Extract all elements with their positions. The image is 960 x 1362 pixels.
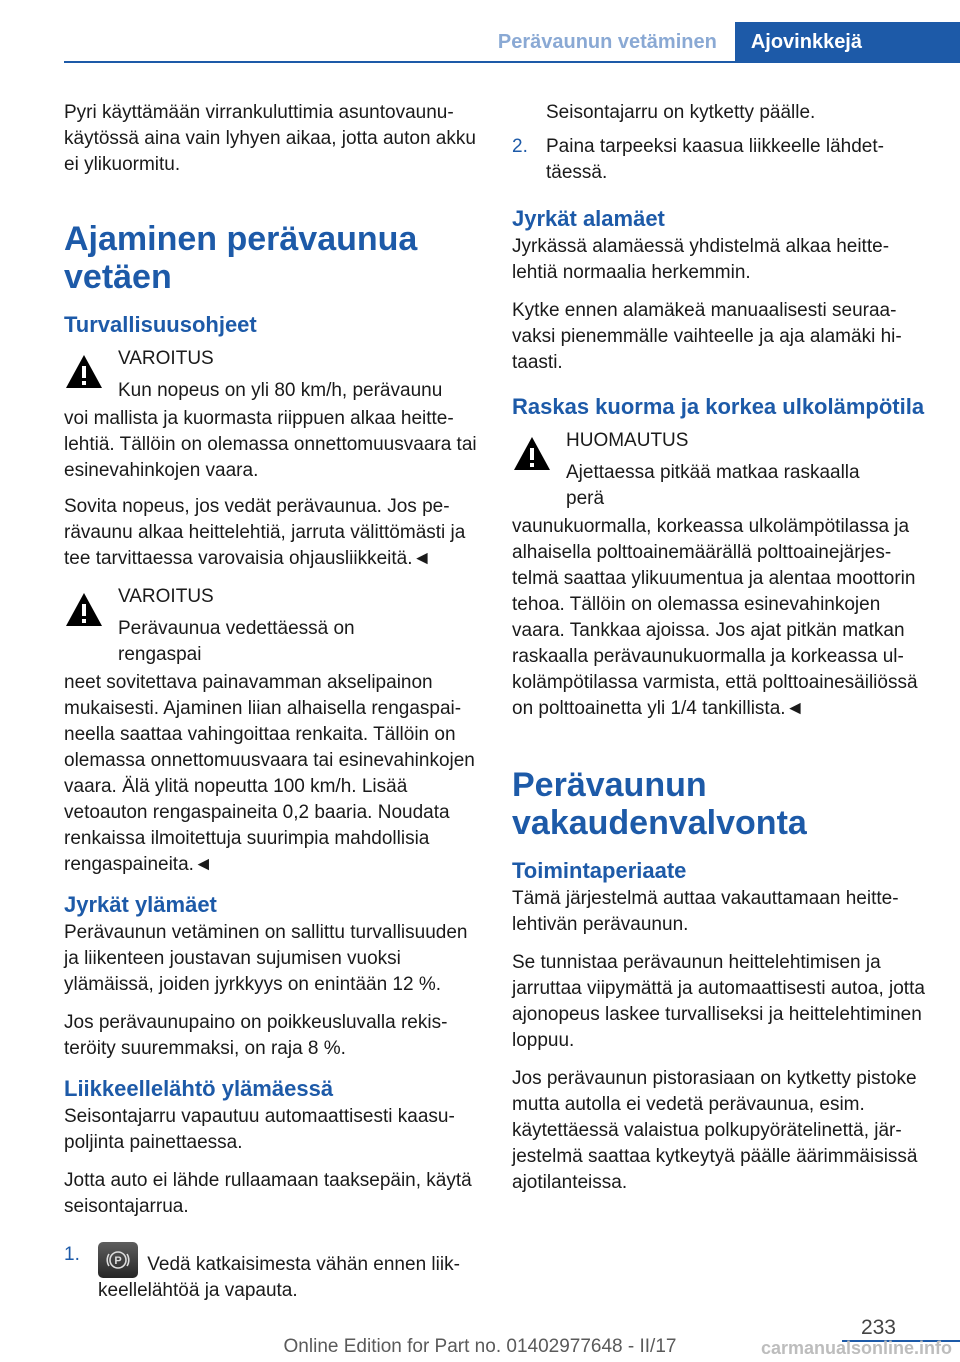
step-text: Seisontajarru on kytketty päälle. — [546, 102, 816, 123]
site-watermark: carmanualsonline.info — [760, 1338, 952, 1358]
right-column — [512, 100, 928, 1208]
downhill-paragraph-2: Kytke ennen alamäkeä manuaalisesti seuraavaksi pienemmälle vaihteelle ja aja alamäki hitaasti. — [512, 300, 902, 373]
uphill-paragraph-1: Perävaunun vetäminen on sallittu turvallisuuden ja liikenteen joustavan sujumisen vuoksi ylämäissä, joiden jyrkkyys on enintään 12 %. — [64, 922, 468, 995]
subheading-downhill: Jyrkät alamäet — [512, 206, 665, 231]
subheading-hill-start: Liikkeellelähtö ylämäessä — [64, 1076, 334, 1101]
hill-start-steps-continued — [512, 100, 928, 186]
warning-body: neet sovitettava painavamman akselipainon mukaisesti. Ajaminen liian alhaisella rengaspaineella saattaa vahingoittaa renkaita. Tällöin on olemassa onnettomuusvaara tai esinevahinkojen vaara. Älä ylitä nopeutta 100 km/h. Lisää vetoauton rengaspaineita 0,2 baaria. Noudata renkaissa ilmoitettuja suurimpia mahdollisia rengaspaineita.◄ — [64, 672, 475, 875]
warning-triangle-icon — [512, 434, 552, 474]
uphill-paragraph-2: Jos perävaunupaino on poikkeusluvalla rekisteröity suuremmaksi, on raja 8 %. — [64, 1012, 448, 1059]
downhill-paragraph-1: Jyrkässä alamäessä yhdistelmä alkaa heittelehtiä normaalia herkemmin. — [512, 236, 890, 283]
subheading-principle: Toimintaperiaate — [512, 858, 687, 883]
list-item — [64, 1242, 478, 1304]
section-heading-stability: Perävaunun vakaudenvalvonta — [512, 766, 807, 842]
hill-start-paragraph-1: Seisontajarru vapautuu automaattisesti kaasupoljinta painettaessa. — [64, 1106, 455, 1153]
notice-block-heavy-load — [512, 428, 928, 722]
notice-title: HUOMAUTUS — [566, 430, 689, 451]
svg-text:P: P — [114, 1255, 122, 1267]
subheading-heavy-load: Raskas kuorma ja korkea ulkolämpötila — [512, 394, 925, 419]
step-text: Paina tarpeeksi kaasua liikkeelle lähdettäessä. — [546, 136, 884, 183]
hill-start-steps — [64, 1242, 478, 1304]
principle-paragraph-1: Tämä järjestelmä auttaa vakauttamaan heittelehtivän perävaunun. — [512, 888, 899, 935]
edition-footer: Online Edition for Part no. 01402977648 - II/17 — [283, 1336, 677, 1357]
step-number: 2. — [512, 136, 528, 157]
list-item — [512, 100, 928, 126]
step-number: 1. — [64, 1244, 80, 1265]
warning-body-2: Sovita nopeus, jos vedät perävaunua. Jos perävaunu alkaa heittelehtiä, jarruta välittömästi ja tee tarvittaessa varovaisia ohjausliikkeitä.◄ — [64, 496, 466, 569]
warning-triangle-icon — [64, 590, 104, 630]
warning-triangle-icon — [64, 352, 104, 392]
notice-body: vaunukuormalla, korkeassa ulkolämpötilassa ja alhaisella polttoainemäärällä polttoainejärjestelmä saattaa ylikuumentua ja alentaa moottorin tehoa. Tällöin on olemassa esinevahinkojen vaara. Tankkaa ajoissa. Jos ajat pitkän matkan raskaalla perävaunukuormalla ja korkeassa ulkolämpötilassa varmista, että polttoainesäiliössä on polttoainetta yli 1/4 tankillista.◄ — [512, 516, 918, 719]
subheading-safety: Turvallisuusohjeet — [64, 312, 257, 337]
list-item — [512, 134, 928, 186]
warning-line: Kun nopeus on yli 80 km/h, perävaunu — [118, 380, 443, 401]
section-heading-towing: Ajaminen perävaunua vetäen — [64, 220, 418, 296]
header-rule — [64, 61, 960, 63]
warning-title: VAROITUS — [118, 586, 214, 607]
notice-line: Ajettaessa pitkää matkaa raskaalla perä — [566, 462, 860, 509]
page-header — [498, 22, 960, 62]
header-section-title: Perävaunun vetäminen — [497, 31, 717, 53]
warning-line: Perävaunua vedettäessä on rengaspai — [118, 618, 355, 665]
warning-block-tyres — [64, 584, 478, 878]
principle-paragraph-3: Jos perävaunun pistorasiaan on kytketty pistoke mutta autolla ei vedetä perävaunua, esim. käytettäessä valaistua polkupyörätelinettä, järjestelmä saattaa kytkeytyä päälle äärimmäisissä ajotilanteissa. — [512, 1068, 918, 1193]
subheading-uphill: Jyrkät ylämäet — [64, 892, 217, 917]
hill-start-paragraph-2: Jotta auto ei lähde rullaamaan taaksepäin, käytä seisontajarrua. — [64, 1170, 472, 1217]
parking-brake-button-icon — [98, 1242, 138, 1278]
left-column — [64, 100, 478, 1312]
principle-paragraph-2: Se tunnistaa perävaunun heittelehtimisen ja jarruttaa viipymättä ja automaattisesti autoa, jotta ajonopeus laskee turvalliseksi ja heittelehtiminen loppuu. — [512, 952, 925, 1051]
intro-paragraph: Pyri käyttämään virrankuluttimia asuntovaunukäytössä aina vain lyhyen aikaa, jotta auton akku ei ylikuormitu. — [64, 102, 476, 175]
step-text: Vedä katkaisimesta vähän ennen liikkeellelähtöä ja vapauta. — [98, 1254, 460, 1301]
warning-block-speed — [64, 346, 478, 572]
warning-body: voi mallista ja kuormasta riippuen alkaa heittelehtiä. Tällöin on olemassa onnettomuusvaara tai esinevahinkojen vaara. — [64, 408, 477, 481]
header-chapter-tab: Ajovinkkejä — [735, 22, 960, 62]
warning-title: VAROITUS — [118, 348, 214, 369]
page-number: 233 — [860, 1316, 896, 1339]
